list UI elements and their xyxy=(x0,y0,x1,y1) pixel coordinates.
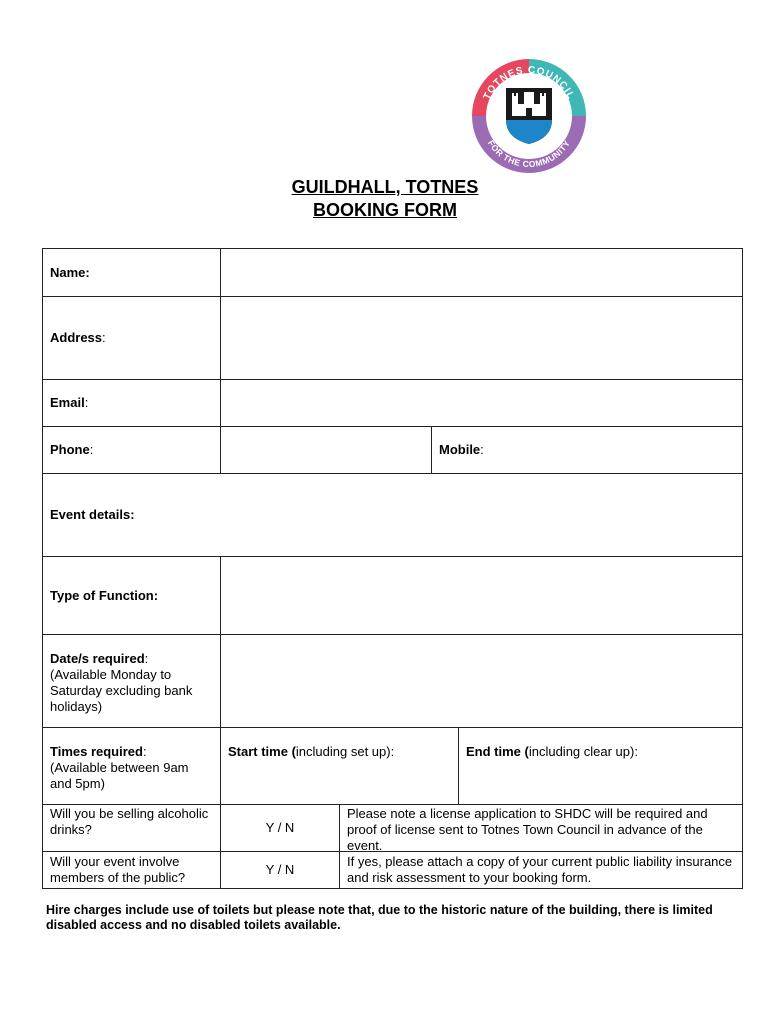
email-row xyxy=(43,379,742,426)
alcohol-yn[interactable]: Y / N xyxy=(220,805,339,851)
times-row xyxy=(43,727,742,804)
start-time-field[interactable]: Start time (including set up): xyxy=(220,728,458,804)
type-of-function-row xyxy=(43,556,742,634)
dates-row xyxy=(43,634,742,727)
name-field[interactable] xyxy=(220,249,742,296)
alcohol-question: Will you be selling alcoholic drinks? xyxy=(50,806,209,837)
title-line-1: GUILDHALL, TOTNES xyxy=(291,177,479,197)
public-row xyxy=(43,851,742,888)
dates-label: Date/s required: (Available Monday to Saturday excluding bank holidays) xyxy=(50,651,193,714)
name-row xyxy=(43,249,742,296)
logo-bottom-text: FOR THE COMMUNITY xyxy=(485,138,573,170)
form-title xyxy=(0,176,770,222)
times-label: Times required: (Available between 9am and 5pm) xyxy=(50,744,189,791)
alcohol-row xyxy=(43,804,742,851)
dates-note: (Available Monday to Saturday excluding bank holidays) xyxy=(50,667,193,714)
totnes-council-logo xyxy=(468,56,590,174)
end-time-field[interactable]: End time (including clear up): xyxy=(458,728,742,804)
footer-note: Hire charges include use of toilets but please note that, due to the historic nature of the building, there is limited disabled access and no disabled toilets available. xyxy=(46,903,713,932)
title-line-2: BOOKING FORM xyxy=(313,200,457,220)
castle-shield-icon xyxy=(506,88,552,144)
phone-row xyxy=(43,426,742,473)
logo-top-text: TOTNES COUNCIL xyxy=(481,64,577,102)
event-details-row xyxy=(43,473,742,556)
alcohol-note: Please note a license application to SHDC will be required and proof of license sent to Totnes Town Council in advance of the event. xyxy=(339,805,742,851)
phone-label: Phone : xyxy=(50,442,94,457)
booking-form-table xyxy=(42,248,743,889)
event-details-field[interactable]: Event details: xyxy=(50,507,135,522)
type-of-function-field[interactable] xyxy=(220,557,742,634)
dates-field[interactable] xyxy=(220,635,742,727)
address-label: Address : xyxy=(50,330,106,345)
phone-field[interactable] xyxy=(220,427,431,473)
mobile-field[interactable]: Mobile : xyxy=(431,427,742,473)
public-yn[interactable]: Y / N xyxy=(220,852,339,888)
type-of-function-label: Type of Function: xyxy=(50,587,159,603)
public-note: If yes, please attach a copy of your current public liability insurance and risk assessment to your booking form. xyxy=(339,852,742,888)
email-label: Email : xyxy=(50,395,89,410)
public-question: Will your event involve members of the public? xyxy=(50,854,186,885)
times-note: (Available between 9am and 5pm) xyxy=(50,760,189,791)
name-label: Name: xyxy=(50,264,90,280)
email-field[interactable] xyxy=(220,380,742,426)
address-field[interactable] xyxy=(220,297,742,379)
address-row xyxy=(43,296,742,379)
